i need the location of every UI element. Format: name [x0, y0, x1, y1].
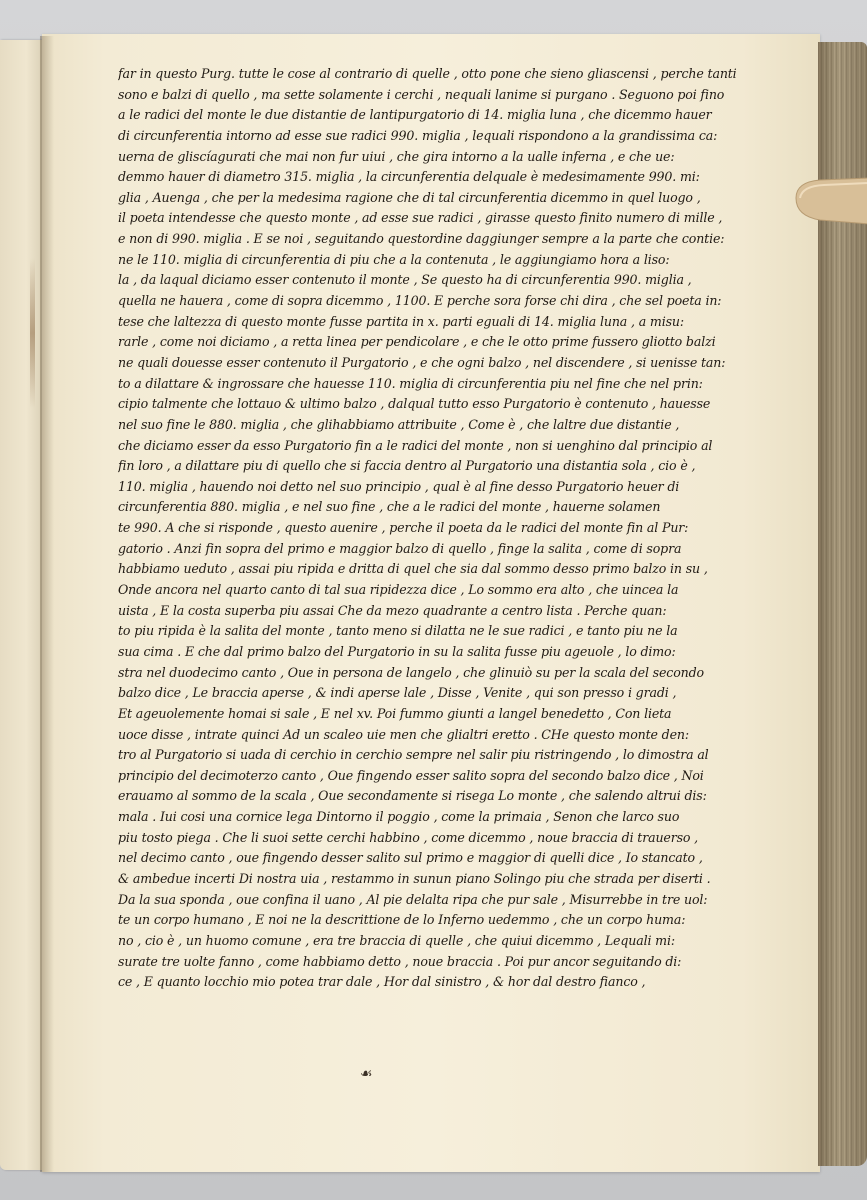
text-line: Da la sua sponda , oue confina il uano , Al pie delalta ripa che pur sale , Misurrebbe in tre uol:: [118, 891, 708, 907]
text-line: te un corpo humano , E noi ne la descrittione de lo Inferno uedemmo , che un corpo huma:: [118, 912, 686, 928]
text-line: di circunferentia intorno ad esse sue radici 990. miglia , lequali rispondono a la grandissima ca:: [118, 127, 718, 143]
text-line: to piu ripida è la salita del monte , tanto meno si dilatta ne le sue radici , e tanto piu ne la: [118, 623, 678, 639]
text-line: no , cio è , un huomo comune , era tre braccia di quelle , che quiui dicemmo , Lequali mi:: [118, 932, 675, 948]
text-line: gatorio . Anzi fin sopra del primo e maggior balzo di quello , finge la salita , come di sopra: [118, 540, 682, 556]
text-line: principio del decimoterzo canto , Oue fingendo esser salito sopra del secondo balzo dice , Noi: [118, 767, 704, 783]
text-line: piu tosto piega . Che li suoi sette cerchi habbino , come dicemmo , noue braccia di trauerso ,: [118, 829, 699, 845]
text-line: uista , E la costa superba piu assai Che da mezo quadrante a centro lista . Perche quan:: [118, 602, 667, 618]
text-line: Onde ancora nel quarto canto di tal sua ripidezza dice , Lo sommo era alto , che uincea la: [118, 582, 679, 598]
text-line: il poeta intendesse che questo monte , ad esse sue radici , girasse questo finito numero di mille ,: [118, 210, 723, 226]
text-line: & ambedue incerti Di nostra uia , restammo in sunun piano Solingo piu che strada per diserti .: [118, 870, 711, 886]
text-line: sua cima . E che dal primo balzo del Purgatorio in su la salita fusse piu ageuole , lo dimo:: [118, 643, 676, 659]
text-line: cipio talmente che lottauo & ultimo balzo , dalqual tutto esso Purgatorio è contenuto , hauesse: [118, 396, 711, 412]
text-line: nel decimo canto , oue fingendo desser salito sul primo e maggior di quelli dice , Io stancato ,: [118, 850, 703, 866]
text-line: Et ageuolemente homai si sale , E nel xv. Poi fummo giunti a langel benedetto , Con lieta: [118, 705, 672, 721]
text-line: e non di 990. miglia . E se noi , seguitando questordine daggiunger sempre a la parte che contie:: [118, 231, 725, 247]
text-line: 110. miglia , hauendo noi detto nel suo principio , qual è al fine desso Purgatorio heuer di: [118, 478, 680, 494]
text-line: rarle , come noi diciamo , a retta linea per pendicolare , e che le otto prime fussero gliotto balzi: [118, 334, 716, 350]
text-line: demmo hauer di diametro 315. miglia , la circunferentia delquale è medesimamente 990. mi:: [118, 169, 700, 185]
text-line: a le radici del monte le due distantie de lantipurgatorio di 14. miglia luna , che dicemmo hauer: [118, 107, 712, 123]
text-line: erauamo al sommo de la scala , Oue secondamente si risega Lo monte , che salendo altrui dis:: [118, 788, 707, 804]
text-line: tese che laltezza di questo monte fusse partita in x. parti eguali di 14. miglia luna , a misu:: [118, 313, 684, 329]
text-line: mala . Iui cosi una cornice lega Dintorno il poggio , come la primaia , Senon che larco suo: [118, 809, 680, 825]
text-line: ne quali douesse esser contenuto il Purgatorio , e che ogni balzo , nel discendere , si uenisse tan:: [118, 354, 726, 370]
text-line: far in questo Purg. tutte le cose al contrario di quelle , otto pone che sieno gliascensi , perche tanti: [118, 66, 737, 81]
ornament-glyph: ☙: [360, 1066, 373, 1082]
text-line: uoce disse , intrate quinci Ad un scaleo uie men che glialtri eretto . CHe questo monte den:: [118, 726, 689, 742]
text-line: fin loro , a dilattare piu di quello che si faccia dentro al Purgatorio una distantia sola , cio è ,: [118, 458, 696, 474]
left-page-stain: [30, 258, 35, 408]
page-text-body: [118, 64, 804, 993]
text-line: che diciamo esser da esso Purgatorio fin a le radici del monte , non si uenghino dal principio al: [118, 437, 713, 453]
text-line: stra nel duodecimo canto , Oue in persona de langelo , che glinuiò su per la scala del secondo: [118, 664, 704, 680]
text-line: ce , E quanto locchio mio potea trar dale , Hor dal sinistro , & hor dal destro fianco ,: [118, 974, 646, 990]
text-line: nel suo fine le 880. miglia , che glihabbiamo attribuite , Come è , che laltre due distantie ,: [118, 416, 680, 432]
text-line: circunferentia 880. miglia , e nel suo fine , che a le radici del monte , hauerne solamen: [118, 499, 661, 515]
text-line: to a dilattare & ingrossare che hauesse 110. miglia di circunferentia piu nel fine che nel prin:: [118, 375, 703, 391]
text-line: glia , Auenga , che per la medesima ragione che di tal circunferentia dicemmo in quel luogo ,: [118, 189, 701, 205]
text-line: uerna de gliscíagurati che mai non fur uiui , che gira intorno a la ualle inferna , e che ue:: [118, 148, 675, 164]
text-line: tro al Purgatorio si uada di cerchio in cerchio sempre nel salir piu ristringendo , lo dimostra al: [118, 747, 709, 763]
text-line: la , da laqual diciamo esser contenuto il monte , Se questo ha di circunferentia 990. miglia ,: [118, 272, 692, 288]
text-line: balzo dice , Le braccia aperse , & indi aperse lale , Disse , Venite , qui son presso i gradi ,: [118, 685, 677, 701]
text-line: quella ne hauera , come di sopra dicemmo , 1100. E perche sora forse chi dira , che sel poeta in:: [118, 293, 722, 309]
text-line: surate tre uolte fanno , come habbiamo detto , noue braccia . Poi pur ancor seguitando di:: [118, 953, 682, 969]
text-line: te 990. A che si risponde , questo auenire , perche il poeta da le radici del monte fin al Pur:: [118, 520, 689, 536]
gutter-shadow: [40, 36, 54, 1172]
text-line: sono e balzi di quello , ma sette solamente i cerchi , nequali lanime si purgano . Seguono poi fino: [118, 86, 725, 102]
text-line: ne le 110. miglia di circunferentia di piu che a la contenuta , le aggiungiamo hora a liso:: [118, 251, 670, 267]
left-page-edge: [0, 40, 44, 1170]
text-line: habbiamo ueduto , assai piu ripida e dritta di quel che sia dal sommo desso primo balzo in su ,: [118, 561, 708, 577]
